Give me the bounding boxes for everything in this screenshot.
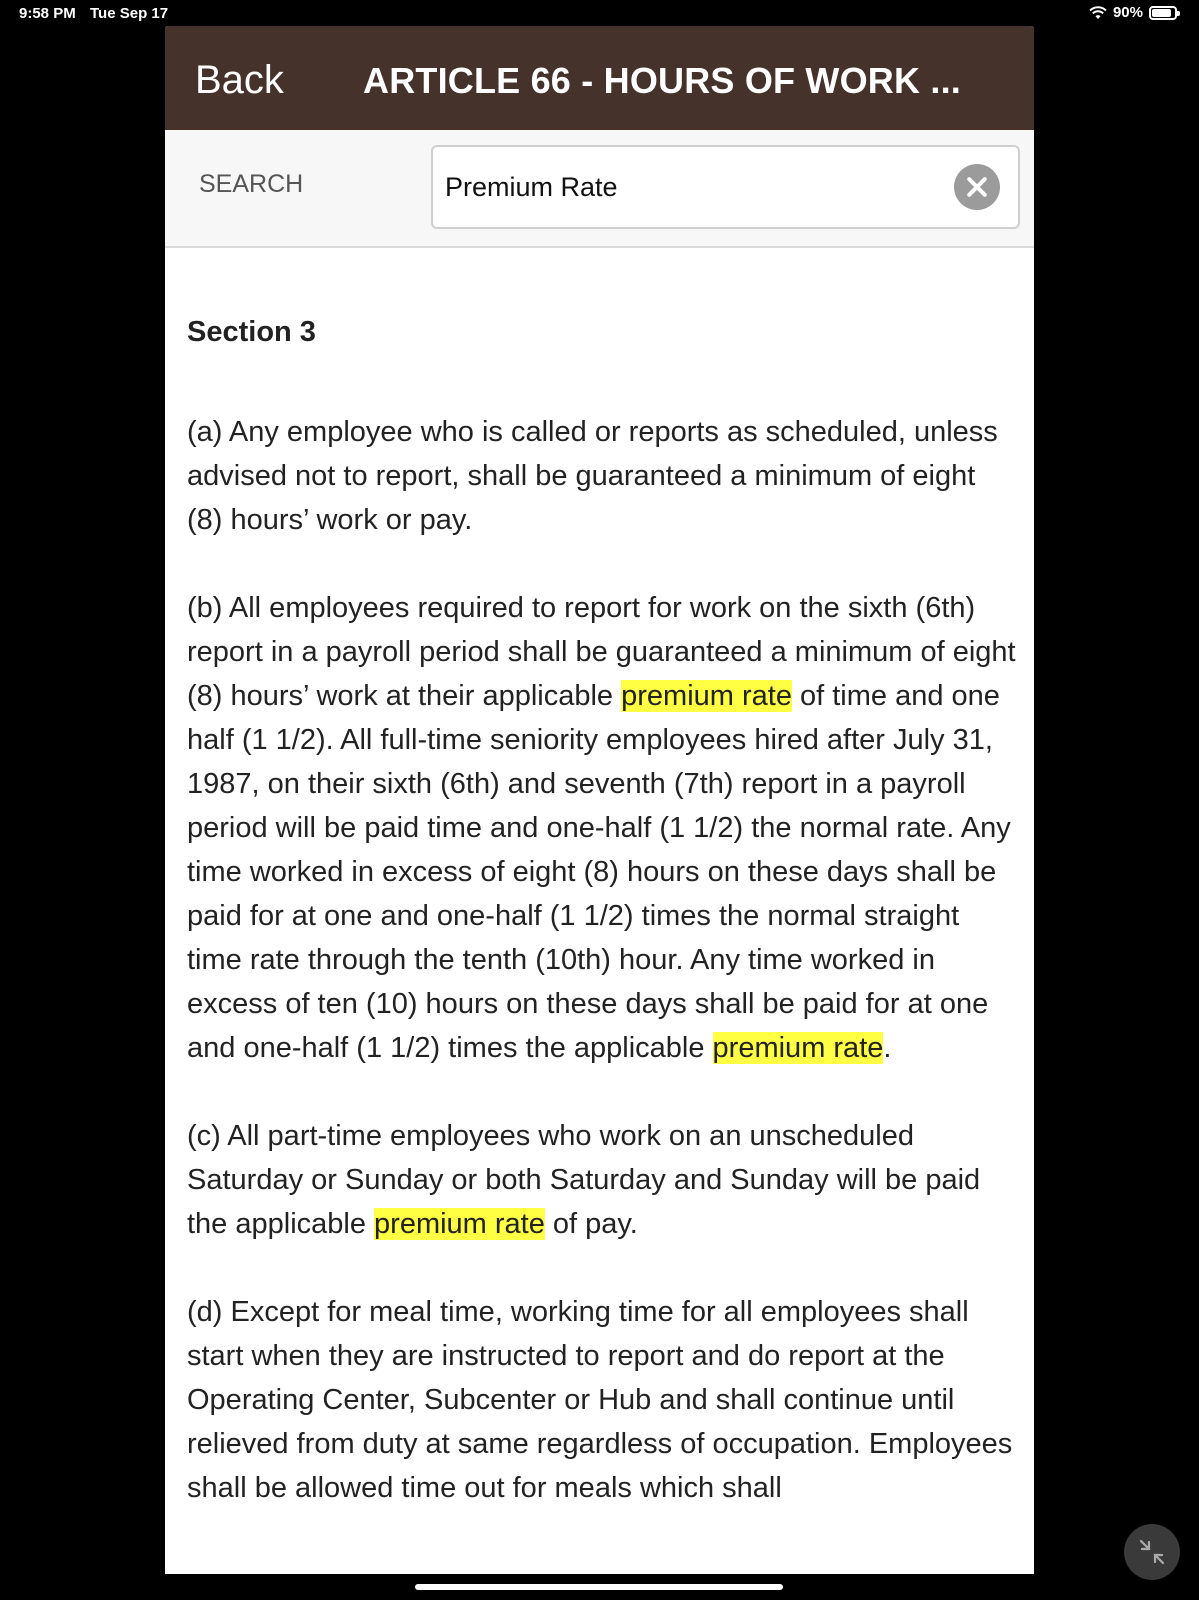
search-label: SEARCH [199, 170, 304, 198]
search-highlight: premium rate [621, 680, 792, 712]
paragraph-a: (a) Any employee who is called or reports as scheduled, unless advised not to report, shall be guaranteed a minimum of eight (8) hours’ work or pay. [187, 416, 998, 536]
status-indicators [1089, 4, 1177, 21]
status-date: Tue Sep 17 [90, 5, 169, 22]
paragraph-b [187, 586, 1017, 1070]
status-time: 9:58 PM [19, 5, 76, 22]
home-indicator[interactable] [415, 1584, 783, 1590]
collapse-arrows-icon [1137, 1537, 1167, 1567]
search-bar [165, 130, 1034, 248]
battery-percent: 90% [1112, 4, 1143, 21]
paragraph-c [187, 1114, 1017, 1246]
status-bar [0, 0, 1199, 28]
back-button[interactable]: Back [195, 58, 284, 102]
app-window [165, 26, 1034, 1574]
clear-search-icon[interactable] [954, 164, 1000, 210]
search-box[interactable] [431, 145, 1020, 229]
text-segment: (b) All employees required to report for work on the sixth (6th) report in a payroll period shall be guaranteed a minimum of eight (8) hours’ work at their applicable [187, 592, 1016, 712]
search-input[interactable] [445, 167, 925, 207]
text-segment: of time and one half (1 1/2). All full-time seniority employees hired after July 31, 1987, on their sixth (6th) and seventh (7th) report in a payroll period will be paid time and one-half (1 1/2) the normal rate. Any time worked in excess of eight (8) hours on these days shall be paid for at one and one-half (1 1/2) times the normal straight time rate through the tenth (10th) hour. Any time worked in excess of ten (10) hours on these days shall be paid for at one and one-half (1 1/2) times the applicable [187, 680, 1011, 1064]
text-segment: . [883, 1032, 892, 1064]
battery-icon [1149, 6, 1177, 20]
search-highlight: premium rate [712, 1032, 884, 1064]
text-segment: of pay. [544, 1208, 638, 1240]
paragraph-d: (d) Except for meal time, working time for all employees shall start when they are instructed to report and do report at the Operating Center, Subcenter or Hub and shall continue until relieved from duty at same regardless of occupation. Employees shall be allowed time out for meals which shall [187, 1296, 1013, 1504]
collapse-button[interactable] [1124, 1524, 1180, 1580]
nav-header [165, 26, 1034, 130]
text-segment: (c) All part-time employees who work on an unscheduled Saturday or Sunday or both Saturday and Sunday will be paid the applicable [187, 1120, 981, 1240]
wifi-icon [1089, 6, 1107, 20]
article-content [187, 316, 1017, 1554]
search-highlight: premium rate [374, 1208, 545, 1240]
section-title: Section 3 [187, 316, 316, 348]
page-title: ARTICLE 66 - HOURS OF WORK ... [363, 60, 962, 101]
